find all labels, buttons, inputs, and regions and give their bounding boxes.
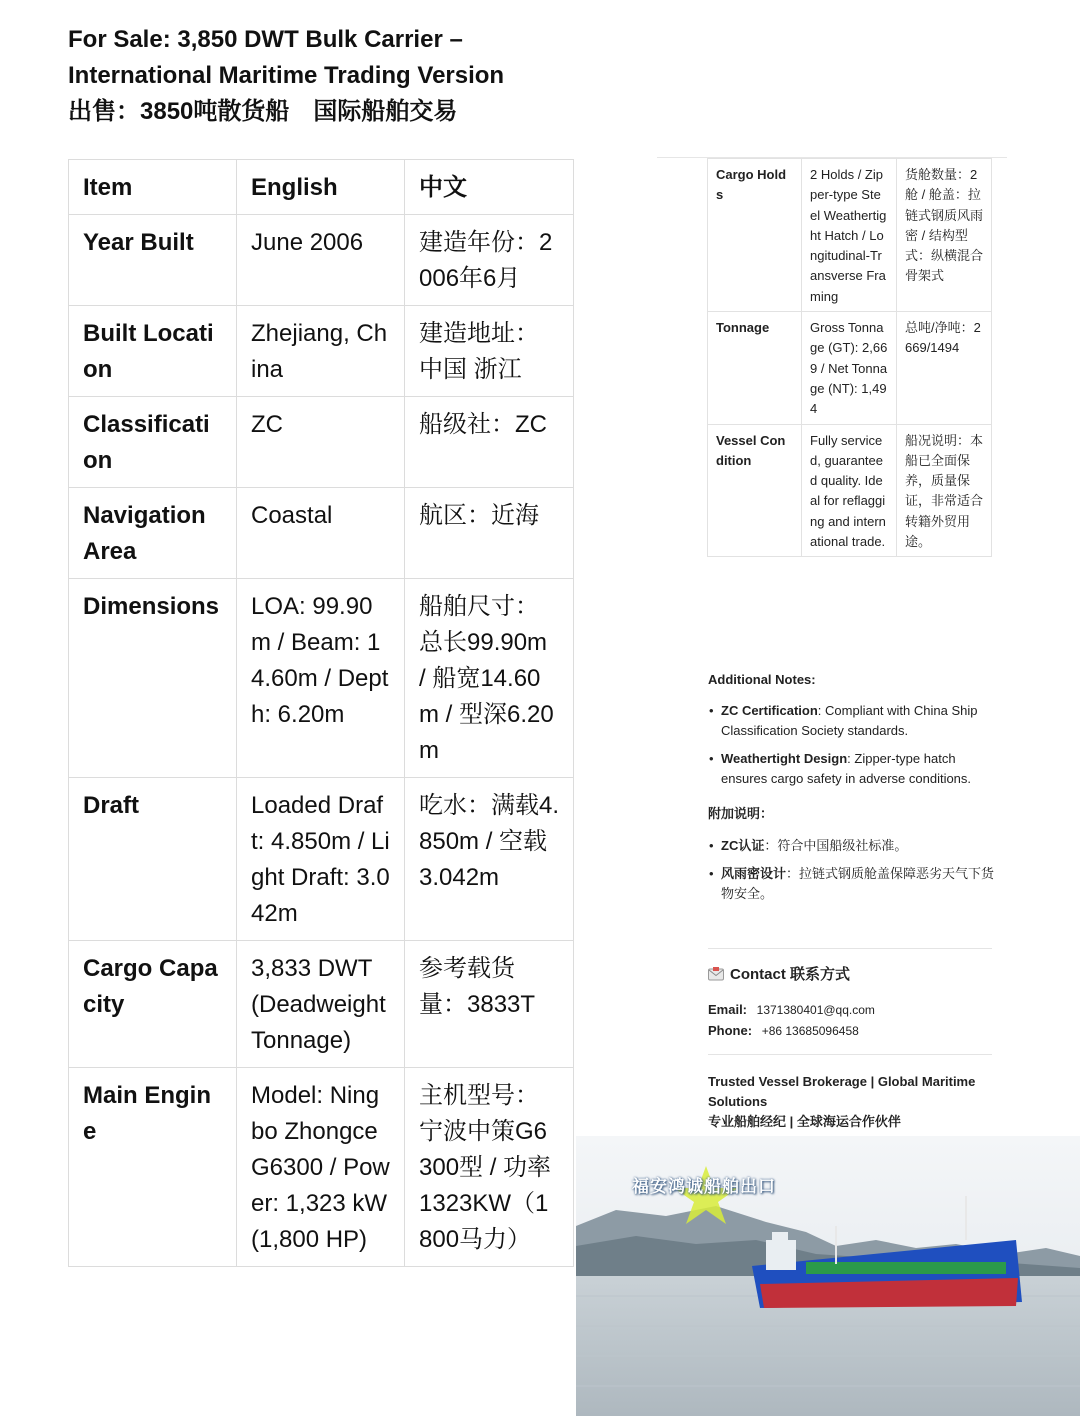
table-row [69, 397, 574, 488]
row-english: June 2006 [237, 215, 405, 306]
additional-notes [708, 672, 998, 912]
header-chinese: 中文 [405, 160, 574, 215]
row-english: 3,833 DWT (Deadweight Tonnage) [237, 941, 405, 1068]
table-header-row [69, 160, 574, 215]
tagline-en: Trusted Vessel Brokerage | Global Maritime Solutions [708, 1074, 976, 1109]
row-english: Gross Tonnage (GT): 2,669 / Net Tonnage (NT): 1,494 [802, 312, 897, 424]
email-row [708, 1002, 998, 1017]
row-chinese: 船况说明：本船已全面保养，质量保证，非常适合转籍外贸用途。 [897, 424, 992, 557]
row-item: Draft [69, 778, 237, 941]
row-chinese: 吃水：满载4.850m / 空载3.042m [405, 778, 574, 941]
note-text: : Zipper-type hatch ensures cargo safety in adverse conditions. [721, 751, 972, 786]
note-label: Weathertight Design [721, 751, 848, 766]
contact-section [708, 963, 998, 1038]
phone-label: Phone: [708, 1023, 753, 1038]
list-item [708, 864, 998, 904]
row-english: Fully serviced, guaranteed quality. Ideal for reflagging and international trade. [802, 424, 897, 557]
table-row [69, 306, 574, 397]
row-item: Navigation Area [69, 488, 237, 579]
page-title [68, 22, 588, 130]
contact-divider [708, 948, 992, 949]
contact-heading-text: Contact 联系方式 [730, 966, 851, 983]
table-row [708, 159, 992, 312]
row-chinese: 主机型号：宁波中策G6300型 / 功率1323KW（1800马力） [405, 1068, 574, 1267]
tagline-zh: 专业船舶经纪 | 全球海运合作伙伴 [708, 1114, 901, 1129]
row-item: Classification [69, 397, 237, 488]
email-label: Email: [708, 1002, 748, 1017]
row-chinese: 船舶尺寸：总长99.90m / 船宽14.60m / 型深6.20m [405, 579, 574, 778]
row-item: Built Location [69, 306, 237, 397]
list-item [708, 701, 998, 741]
spec-table [68, 159, 574, 1267]
table-row [69, 579, 574, 778]
tagline-divider [708, 1054, 992, 1055]
table-row [69, 1068, 574, 1267]
table-row [69, 778, 574, 941]
note-label: ZC Certification [721, 703, 818, 718]
table-row [69, 488, 574, 579]
row-item: Cargo Capacity [69, 941, 237, 1068]
row-item: Vessel Condition [708, 424, 802, 557]
row-chinese: 建造年份：2006年6月 [405, 215, 574, 306]
header-item: Item [69, 160, 237, 215]
tagline [708, 1072, 998, 1132]
row-english: Model: Ningbo Zhongce G6300 / Power: 1,323 kW (1,800 HP) [237, 1068, 405, 1267]
envelope-icon [708, 967, 724, 981]
row-item: Dimensions [69, 579, 237, 778]
email-value[interactable]: 1371380401@qq.com [756, 1003, 875, 1017]
notes-list-zh [708, 836, 998, 904]
phone-row [708, 1023, 998, 1038]
photo-watermark: 福安鸿诚船舶出口 [632, 1177, 776, 1196]
row-english: Loaded Draft: 4.850m / Light Draft: 3.042m [237, 778, 405, 941]
row-item: Year Built [69, 215, 237, 306]
phone-value[interactable]: +86 13685096458 [761, 1024, 859, 1038]
title-line-1: For Sale: 3,850 DWT Bulk Carrier – [68, 26, 463, 53]
list-item [708, 749, 998, 789]
table-row [708, 424, 992, 557]
row-item: Cargo Holds [708, 159, 802, 312]
table-row [708, 312, 992, 424]
row-chinese: 参考载货量：3833T [405, 941, 574, 1068]
row-item: Main Engine [69, 1068, 237, 1267]
table-row [69, 215, 574, 306]
note-text: ：拉链式钢质舱盖保障恶劣天气下货物安全。 [721, 866, 995, 901]
contact-heading [708, 963, 998, 984]
title-line-3: 出售：3850吨散货船 国际船舶交易 [68, 98, 458, 125]
notes-heading: Additional Notes: [708, 672, 816, 687]
header-english: English [237, 160, 405, 215]
note-label: ZC认证 [721, 838, 765, 853]
row-english: Coastal [237, 488, 405, 579]
row-chinese: 建造地址：中国 浙江 [405, 306, 574, 397]
note-text: : Compliant with China Ship Classification Society standards. [721, 703, 978, 738]
note-text: ：符合中国船级社标准。 [764, 838, 908, 853]
list-item [708, 836, 998, 856]
row-chinese: 船级社：ZC [405, 397, 574, 488]
row-item: Tonnage [708, 312, 802, 424]
notes-list [708, 701, 998, 789]
row-chinese: 总吨/净吨：2669/1494 [897, 312, 992, 424]
row-english: ZC [237, 397, 405, 488]
row-english: LOA: 99.90m / Beam: 14.60m / Depth: 6.20m [237, 579, 405, 778]
row-chinese: 航区：近海 [405, 488, 574, 579]
side-spec-table [707, 158, 992, 557]
notes-heading-zh: 附加说明： [708, 806, 774, 821]
row-english: Zhejiang, China [237, 306, 405, 397]
note-label: 风雨密设计 [721, 866, 787, 881]
row-english: 2 Holds / Zipper-type Steel Weathertight Hatch / Longitudinal-Transverse Framing [802, 159, 897, 312]
row-chinese: 货舱数量：2舱 / 舱盖：拉链式钢质风雨密 / 结构型式：纵横混合骨架式 [897, 159, 992, 312]
table-row [69, 941, 574, 1068]
title-line-2: International Maritime Trading Version [68, 62, 505, 89]
